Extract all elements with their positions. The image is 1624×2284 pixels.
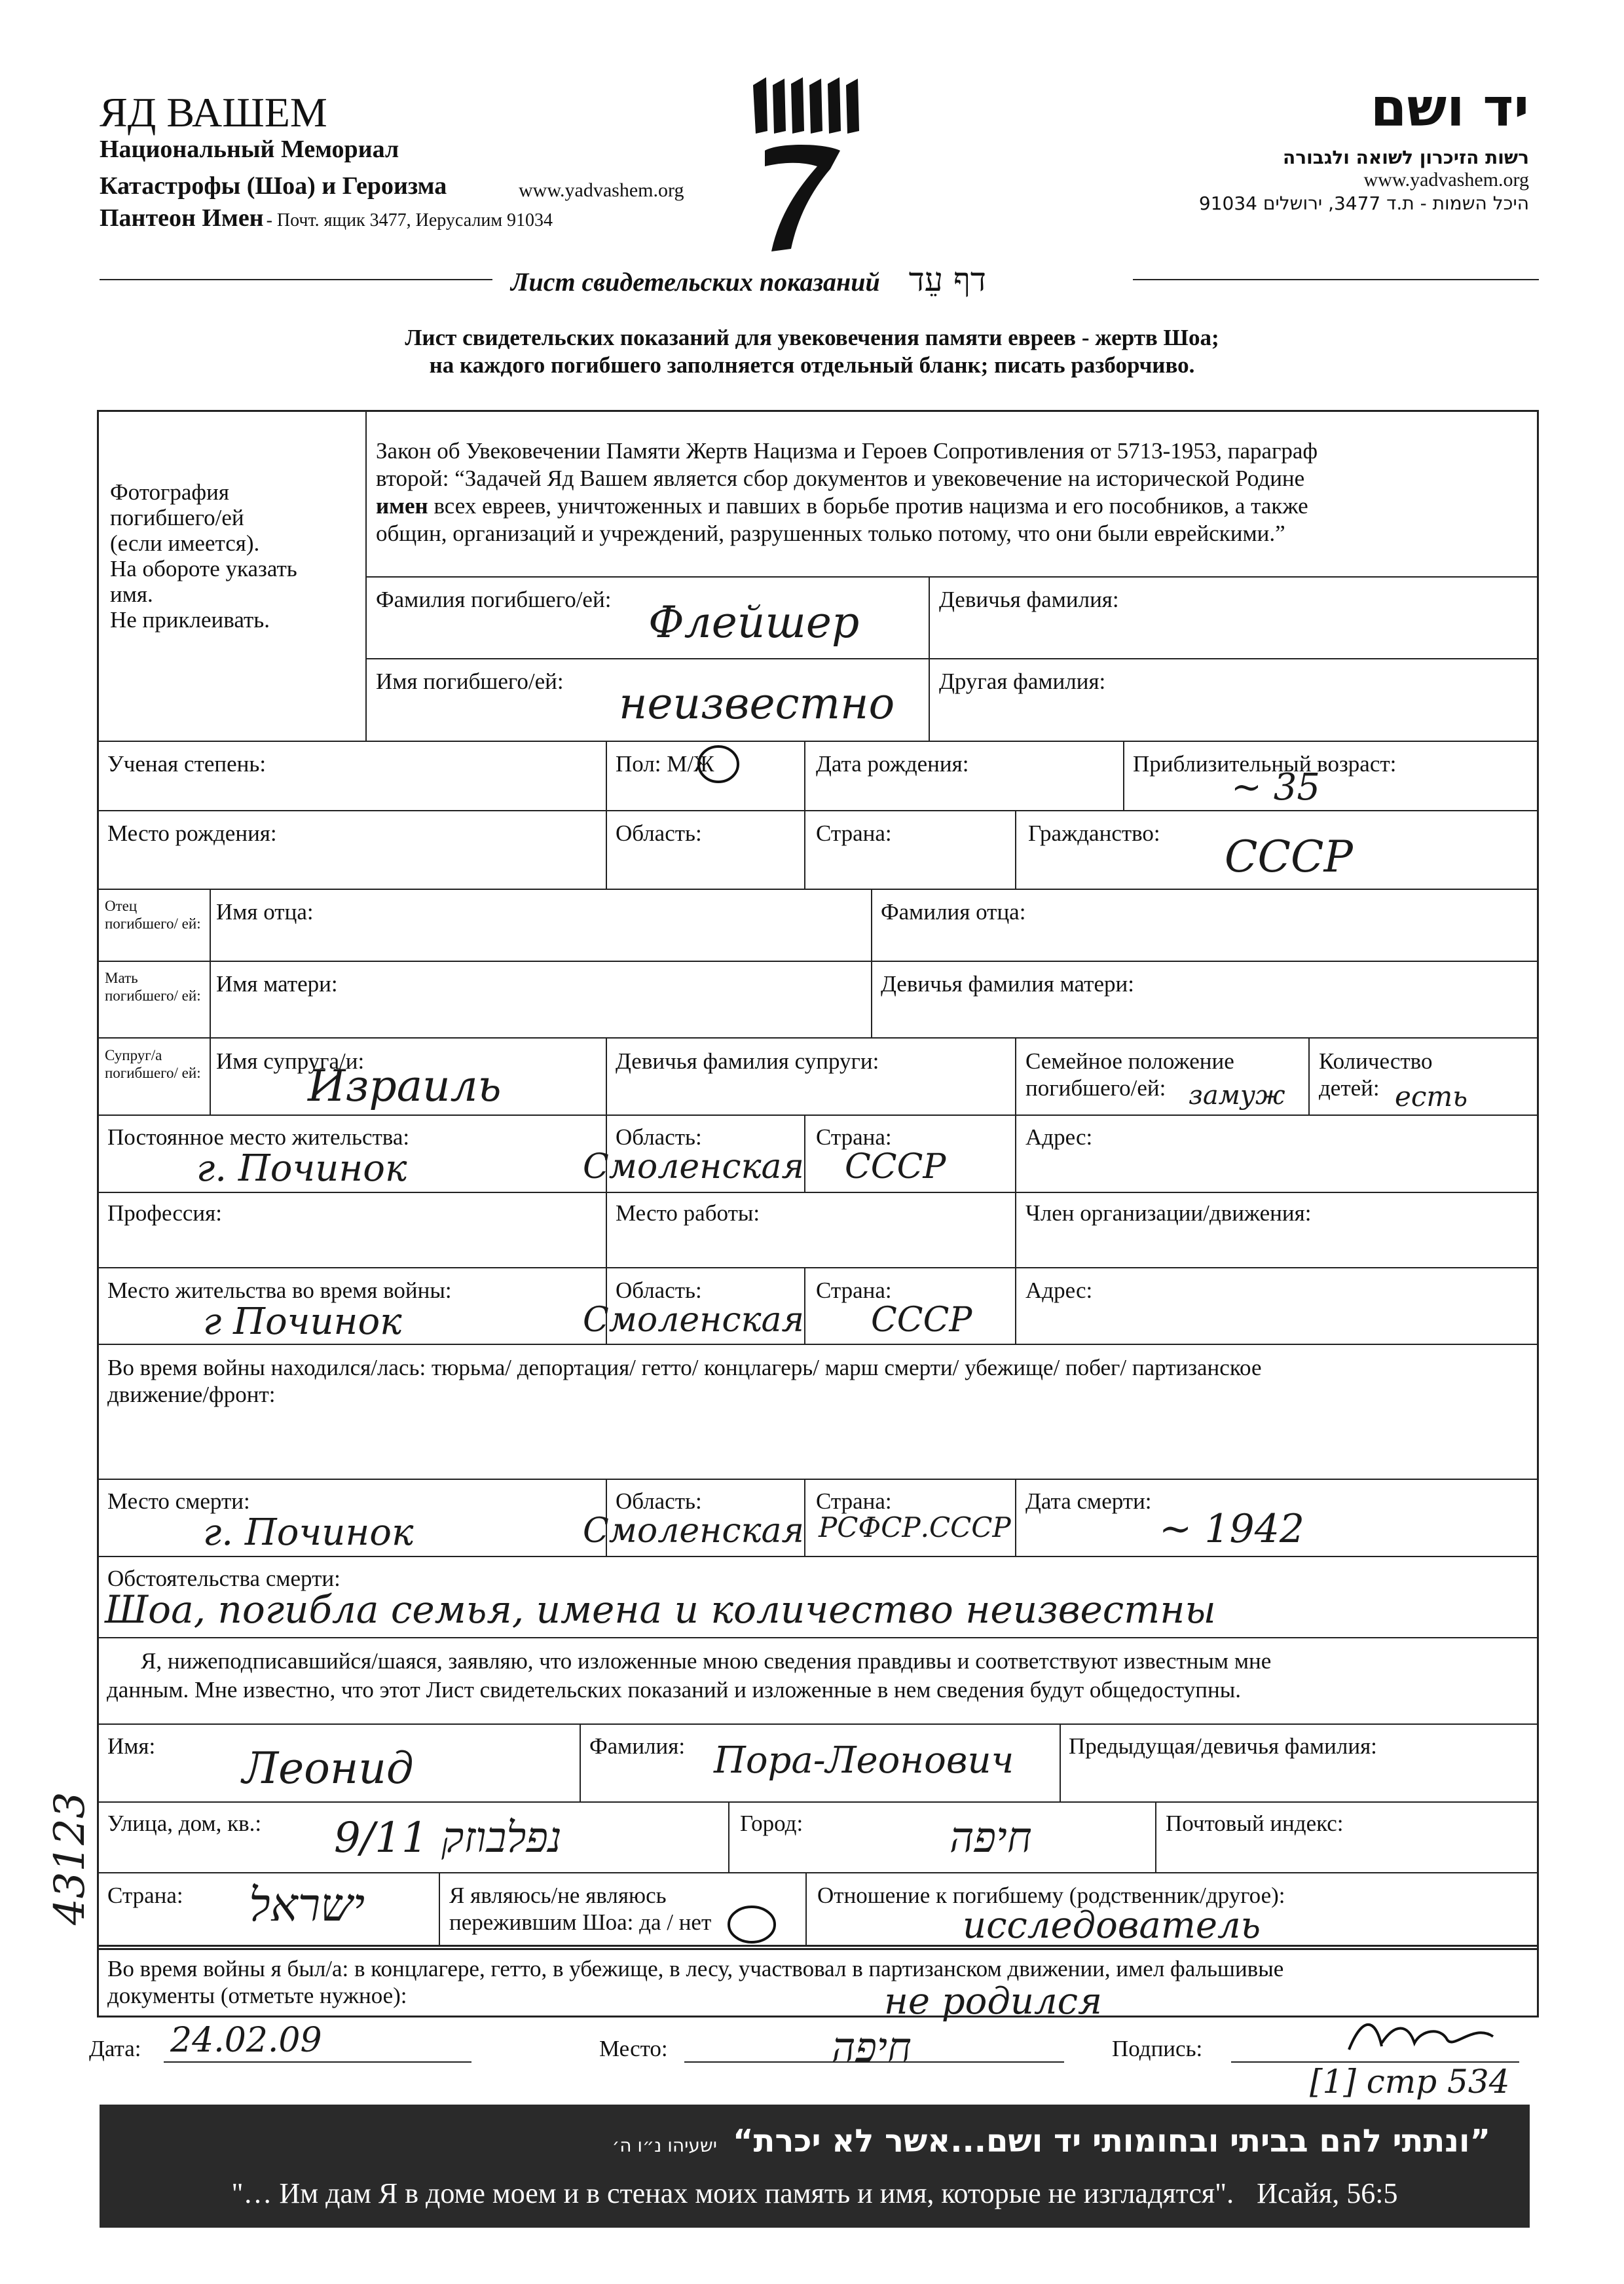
submitter-name-value[interactable]: Леонид [242,1743,414,1794]
children-label-1: Количество [1319,1048,1433,1074]
war-me-value[interactable]: не родился [884,1980,1103,2023]
header-website-right: www.yadvashem.org [1363,169,1529,191]
spouse-maiden-label: Девичья фамилия супруги: [616,1048,879,1074]
law-line-3-rest: всех евреев, уничтоженных и павших в борьбе против нацизма и его пособников, а также [428,493,1308,519]
city-value[interactable]: חיפה [950,1814,1032,1862]
war-residence-label: Место жительства во время войны: [107,1278,452,1303]
spouse-name-label: Имя супруга/и: [216,1048,365,1074]
marital-label-2: погибшего/ей: [1025,1075,1166,1101]
photo-instructions [110,479,297,633]
victim-surname-value[interactable]: Флейшер [648,597,860,648]
intro-line-1: Лист свидетельских показаний для увековечения памяти евреев - жертв Шоа; [405,325,1219,350]
victim-surname-label: Фамилия погибшего/ей: [376,587,612,612]
banner-ru-quote: "… Им дам Я в доме моем и в стенах моих память и имя, которые не изгладятся". [231,2177,1234,2209]
photo-line-4: На обороте указать [110,556,297,581]
header-subtitle-2: Катастрофы (Шоа) и Героизма [100,172,447,200]
form-title-he: דף עֵד [908,261,986,299]
perm-country-label: Страна: [816,1124,892,1150]
form-title [511,261,986,299]
title-rule-left [100,279,492,280]
org-title-he: יד ושם [1370,77,1529,138]
law-line-3-bold: имен [376,493,428,519]
footer-date-label: Дата: [89,2036,141,2061]
perm-region-label: Область: [616,1124,702,1150]
sex-selected-circle [695,743,741,785]
perm-country-value[interactable]: СССР [845,1147,946,1187]
photo-line-3: (если имеется). [110,530,260,556]
children-value[interactable]: есть [1395,1080,1468,1113]
org-title-ru: ЯД ВАШЕМ [100,89,327,136]
war-status-line-1: Во время войны находился/лась: тюрьма/ депортация/ гетто/ концлагерь/ марш смерти/ убежище/ побег/ партизанское [107,1355,1262,1380]
death-circumstances-value[interactable]: Шоа, погибла семья, имена и количество неизвестны [105,1587,1216,1632]
perm-residence-city[interactable]: г. Починок [196,1147,407,1190]
war-residence-city[interactable]: г Починок [203,1300,402,1343]
footer-place-label: Место: [599,2036,668,2061]
submitter-prev-surname-label: Предыдущая/девичья фамилия: [1069,1733,1377,1759]
footer-signature-label: Подпись: [1112,2036,1203,2061]
war-status-label [107,1354,1262,1408]
death-date-label: Дата смерти: [1025,1488,1152,1514]
banner-ru-ref: Исайя, 56:5 [1257,2177,1398,2209]
sex-label: Пол: М/Ж [616,751,714,777]
war-country-value[interactable]: СССР [871,1300,972,1340]
header-he-line-3: היכל השמות - ת.ד 3477, ירושלים 91034 [1198,193,1529,214]
perm-region-value[interactable]: Смоленская [583,1147,804,1187]
war-address-label: Адрес: [1025,1278,1093,1303]
submitter-surname-label: Фамилия: [589,1733,686,1759]
side-record-number: 43123 [46,1792,94,1925]
relation-label: Отношение к погибшему (родственник/другое): [817,1883,1285,1908]
declaration [107,1647,1272,1704]
birth-region-label: Область: [616,820,702,846]
victim-maiden-label: Девичья фамилия: [939,587,1119,612]
survivor-no-circle [726,1904,778,1945]
declaration-line-2: данным. Мне известно, что этот Лист свидетельских показаний и изложенные в нем сведения будут общедоступны. [107,1677,1241,1703]
spouse-side-label: Супруг/а погибшего/ ей: [105,1047,201,1081]
war-region-value[interactable]: Смоленская [583,1300,804,1340]
law-text [376,437,1318,547]
membership-label: Член организации/движения: [1025,1200,1312,1226]
war-me-text [107,1955,1283,2009]
law-line-1: Закон об Увековечении Памяти Жертв Нацизма и Героев Сопротивления от 5713-1953, параграф [376,438,1318,464]
perm-residence-label: Постоянное место жительства: [107,1124,410,1150]
profession-label: Профессия: [107,1200,222,1226]
survivor-label-2: пережившим Шоа: да / нет [449,1909,712,1935]
signature-scribble [1342,2010,1500,2063]
law-line-4: общин, организаций и учреждений, разрушенных только потому, что они были еврейскими.” [376,521,1285,546]
age-label: Приблизительный возраст: [1133,751,1397,777]
war-me-line-1: Во время войны я был/а: в концлагере, гетто, в убежище, в лесу, участвовал в партизанском движении, имел фальшивые [107,1956,1284,1981]
death-country-label: Страна: [816,1488,892,1514]
photo-line-1: Фотография [110,479,229,505]
survivor-label [449,1882,711,1936]
father-side-label: Отец погибшего/ ей: [105,898,201,932]
form-title-ru: Лист свидетельских показаний [511,267,880,297]
citizenship-label: Гражданство: [1028,820,1160,846]
death-region-value[interactable]: Смоленская [583,1511,804,1551]
law-line-2: второй: “Задачей Яд Вашем является сбор документов и увековечение на исторической Родине [376,466,1305,491]
death-place-value[interactable]: г. Починок [203,1511,414,1554]
photo-line-6: Не приклеивать. [110,607,270,633]
banner-ru-line [113,2177,1517,2210]
survivor-label-1: Я являюсь/не являюсь [449,1883,667,1908]
submitter-surname-value[interactable]: Пора-Леонович [714,1739,1014,1782]
footer-banner [100,2105,1530,2228]
father-name-label: Имя отца: [216,899,314,925]
victim-name-value[interactable]: неизвестно [619,678,895,729]
banner-he-line [100,2123,1490,2160]
photo-line-5: имя. [110,581,153,607]
header-subtitle-3: Пантеон Имен [100,204,264,232]
footer-date-value[interactable]: 24.02.09 [170,2021,322,2060]
photo-line-2: погибшего/ей [110,505,244,530]
perm-address-label: Адрес: [1025,1124,1093,1150]
header-he-line-1: רשות הזיכרון לשואה ולגבורה [1283,147,1529,168]
victim-name-label: Имя погибшего/ей: [376,669,564,694]
submitter-country-value[interactable]: ישראל [249,1878,365,1932]
marital-label-1: Семейное положение [1025,1048,1234,1074]
submitter-country-label: Страна: [107,1883,183,1908]
page-note: [1] стр 534 [1310,2063,1510,2101]
birthplace-label: Место рождения: [107,820,277,846]
death-circumstances-label: Обстоятельства смерти: [107,1566,341,1591]
citizenship-value[interactable]: СССР [1225,832,1353,882]
banner-he-quote: ”ונתתי להם בביתי ובחומותי יד ושם...אשר לא יכרת“ [733,2123,1490,2160]
death-place-label: Место смерти: [107,1488,250,1514]
death-region-label: Область: [616,1488,702,1514]
header-line-3 [100,204,553,232]
mother-name-label: Имя матери: [216,971,338,997]
mother-maiden-label: Девичья фамилия матери: [881,971,1134,997]
relation-value[interactable]: исследователь [963,1904,1261,1947]
victim-other-name-label: Другая фамилия: [939,669,1106,694]
declaration-line-1: Я, нижеподписавшийся/шаяся, заявляю, что изложенные мною сведения правдивы и соответствуют известным мне [141,1648,1272,1674]
banner-he-ref: ישעיהו נ״ו ה׳ [612,2135,718,2156]
street-label: Улица, дом, кв.: [107,1811,262,1836]
death-date-value[interactable]: ~ 1942 [1159,1506,1305,1552]
intro-line-2: на каждого погибшего заполняется отдельный бланк; писать разборчиво. [429,352,1195,378]
law-line-3 [376,492,1318,520]
header-address-ru: - Почт. ящик 3477, Иерусалим 91034 [266,210,553,230]
zip-label: Почтовый индекс: [1166,1811,1344,1836]
birth-country-label: Страна: [816,820,892,846]
submitter-name-label: Имя: [107,1733,156,1759]
age-value[interactable]: ~ 35 [1231,766,1320,809]
header-website-left: www.yadvashem.org [519,179,684,201]
workplace-label: Место работы: [616,1200,760,1226]
dob-label: Дата рождения: [816,751,969,777]
spouse-name-value[interactable]: Израиль [308,1061,502,1111]
city-label: Город: [740,1811,803,1836]
war-me-line-2: документы (отметьте нужное): [107,1983,407,2008]
war-status-line-2: движение/фронт: [107,1382,276,1407]
marital-value[interactable]: замуж [1189,1080,1285,1111]
mother-side-label: Мать погибшего/ ей: [105,970,201,1004]
street-value[interactable]: 9/11 נפלבוזק [334,1814,562,1862]
war-country-label: Страна: [816,1278,892,1303]
degree-label: Ученая степень: [107,751,267,777]
header-subtitle-1: Национальный Мемориал [100,136,399,163]
father-surname-label: Фамилия отца: [881,899,1026,925]
war-region-label: Область: [616,1278,702,1303]
yad-vashem-logo [752,77,863,254]
footer-place-value[interactable]: חיפה [832,2023,912,2071]
title-rule-right [1133,279,1539,280]
death-country-value[interactable]: РСФСР.СССР [819,1511,1011,1543]
children-label-2: детей: [1319,1075,1380,1101]
